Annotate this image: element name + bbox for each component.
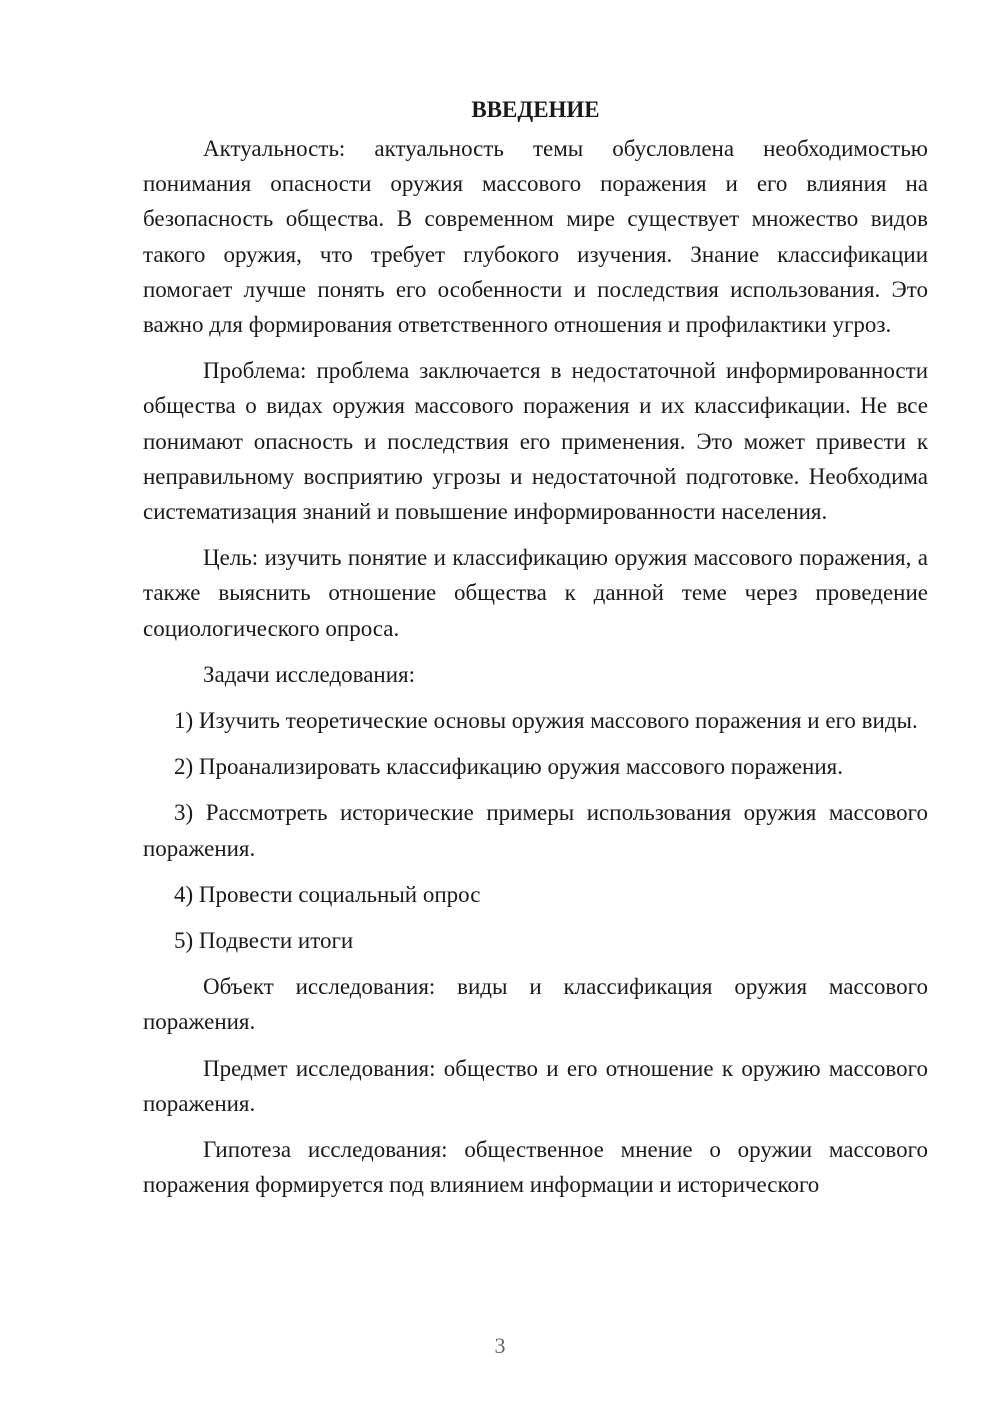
task-item-4: 4) Провести социальный опрос bbox=[174, 881, 481, 907]
section-title: ВВЕДЕНИЕ bbox=[471, 97, 600, 122]
document-page bbox=[143, 92, 928, 1213]
problem-paragraph: Проблема: проблема заключается в недостаточной информированности общества о видах оружия массового поражения и их классификации. Не все понимают опасность и последствия его применения. Это может привести к неправильному восприятию угрозы и недостаточной подготовке. Необходима систематизация знаний и повышение информированности населения. bbox=[143, 358, 928, 525]
page-number: 3 bbox=[494, 1333, 506, 1358]
object-paragraph: Объект исследования: виды и классификация оружия массового поражения. bbox=[143, 974, 928, 1035]
goal-paragraph: Цель: изучить понятие и классификацию оружия массового поражения, а также выяснить отношение общества к данной теме через проведение социологического опроса. bbox=[143, 545, 928, 641]
task-item-5: 5) Подвести итоги bbox=[174, 928, 354, 954]
subject-paragraph: Предмет исследования: общество и его отношение к оружию массового поражения. bbox=[143, 1055, 928, 1116]
task-item-2: 2) Проанализировать классификацию оружия массового поражения. bbox=[174, 754, 843, 780]
task-item-1: 1) Изучить теоретические основы оружия массового поражения и его виды. bbox=[174, 708, 918, 734]
relevance-paragraph: Актуальность: актуальность темы обусловлена необходимостью понимания опасности оружия массового поражения и его влияния на безопасность общества. В современном мире существует множество видов такого оружия, что требует глубокого изучения. Знание классификации помогает лучше понять его особенности и последствия использования. Это важно для формирования ответственного отношения и профилактики угроз. bbox=[143, 136, 928, 338]
hypothesis-paragraph: Гипотеза исследования: общественное мнение о оружии массового поражения формируется под влиянием информации и исторического bbox=[143, 1137, 928, 1198]
tasks-heading: Задачи исследования: bbox=[203, 661, 416, 687]
task-item-3: 3) Рассмотреть исторические примеры использования оружия массового поражения. bbox=[143, 800, 928, 861]
